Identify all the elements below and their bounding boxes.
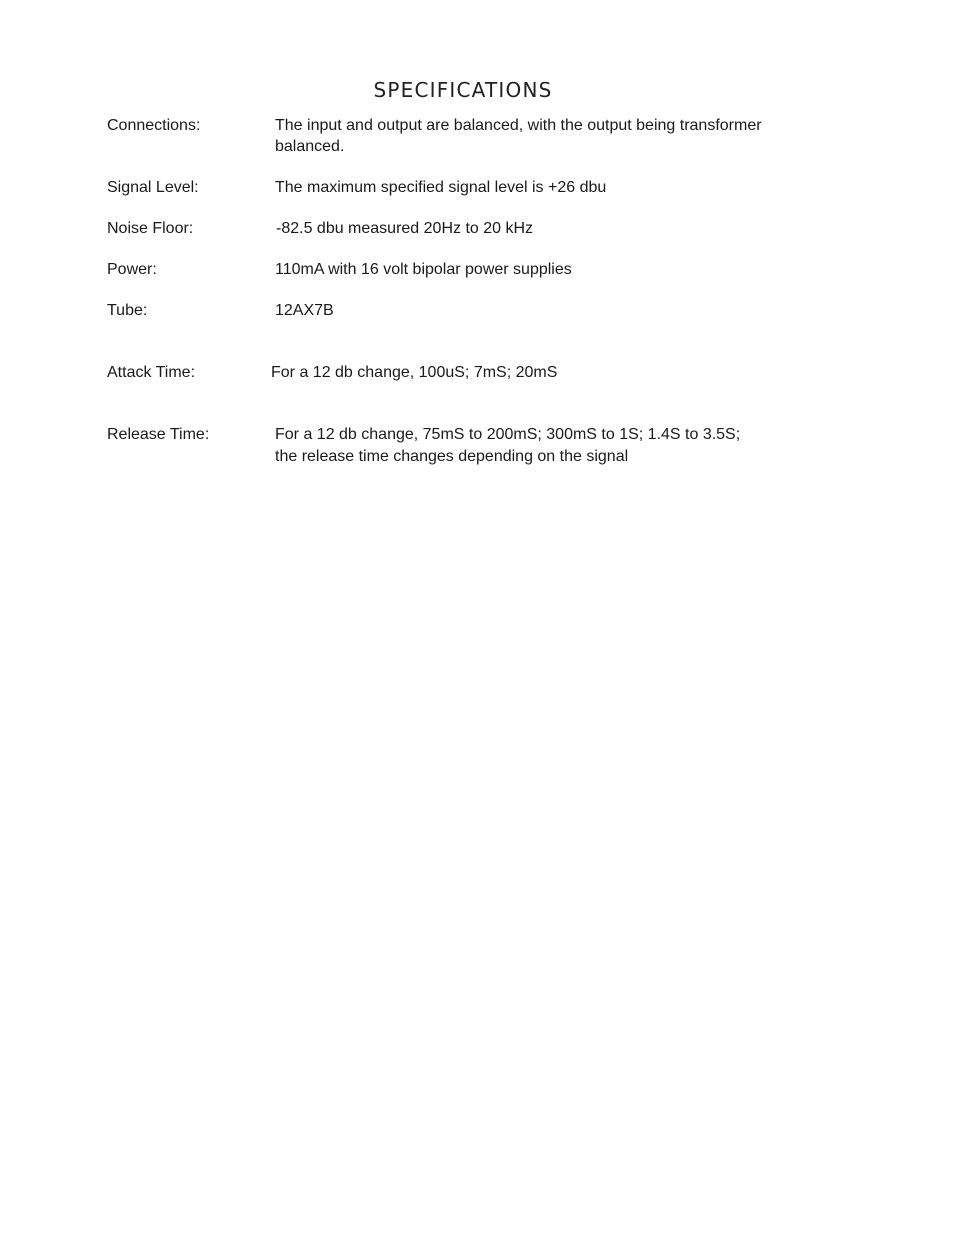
spec-label-power: Power: xyxy=(107,261,157,278)
spec-value-power: 110mA with 16 volt bipolar power supplies xyxy=(275,261,572,278)
spec-label-noise-floor: Noise Floor: xyxy=(107,220,194,237)
page-title: SPECIFICATIONS xyxy=(373,78,553,102)
spec-value-release-time-line-1: For a 12 db change, 75mS to 200mS; 300mS to 1S; 1.4S to 3.5S; xyxy=(275,426,741,443)
spec-label-connections: Connections: xyxy=(107,117,201,134)
spec-value-release-time-line-2: the release time changes depending on the signal xyxy=(275,448,629,465)
spec-label-release-time: Release Time: xyxy=(107,426,210,443)
spec-label-attack-time: Attack Time: xyxy=(107,364,196,381)
spec-value-connections-line-1: The input and output are balanced, with the output being transformer xyxy=(275,117,762,134)
spec-label-tube: Tube: xyxy=(107,302,148,319)
spec-value-tube: 12AX7B xyxy=(275,302,334,319)
spec-value-signal-level: The maximum specified signal level is +26 dbu xyxy=(275,179,607,196)
spec-value-noise-floor: -82.5 dbu measured 20Hz to 20 kHz xyxy=(276,220,534,237)
spec-value-connections-line-2: balanced. xyxy=(275,138,345,155)
spec-label-signal-level: Signal Level: xyxy=(107,179,199,196)
spec-value-attack-time: For a 12 db change, 100uS; 7mS; 20mS xyxy=(271,364,558,381)
